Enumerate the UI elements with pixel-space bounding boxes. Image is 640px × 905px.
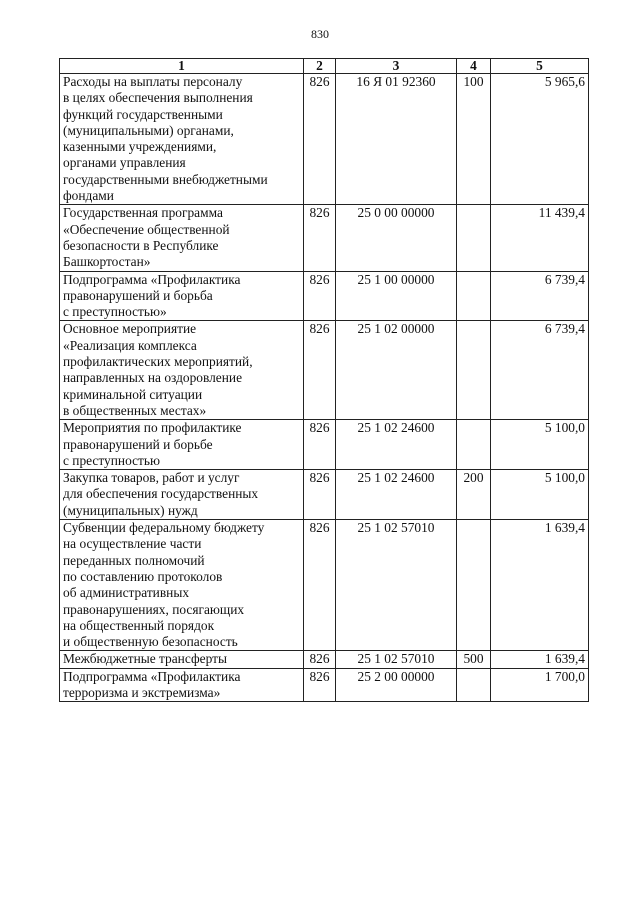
table-row <box>60 271 589 321</box>
row-name: Расходы на выплаты персоналу в целях обеспечения выполнения функций государственными (муниципальными) органами, казенными учреждениями, органами управления государственными внебюджетными фондами <box>60 74 304 205</box>
table-row <box>60 205 589 271</box>
table-row <box>60 520 589 651</box>
row-vr: 100 <box>457 74 491 205</box>
row-vr: 500 <box>457 651 491 668</box>
table-header <box>60 59 589 74</box>
row-code: 826 <box>304 74 336 205</box>
row-csr: 25 1 02 24600 <box>336 420 457 470</box>
row-csr: 25 1 00 00000 <box>336 271 457 321</box>
budget-table <box>59 58 589 702</box>
row-name: Государственная программа «Обеспечение общественной безопасности в Республике Башкортостан» <box>60 205 304 271</box>
row-vr <box>457 205 491 271</box>
row-code: 826 <box>304 668 336 702</box>
row-name: Закупка товаров, работ и услуг для обеспечения государственных (муниципальных) нужд <box>60 470 304 520</box>
row-code: 826 <box>304 520 336 651</box>
table-row <box>60 668 589 702</box>
row-name: Основное мероприятие «Реализация комплекса профилактических мероприятий, направленных на оздоровление криминальной ситуации в общественных местах» <box>60 321 304 420</box>
row-sum: 5 965,6 <box>491 74 589 205</box>
row-csr: 25 2 00 00000 <box>336 668 457 702</box>
row-sum: 5 100,0 <box>491 470 589 520</box>
header-col-5: 5 <box>491 59 589 74</box>
row-csr: 25 1 02 24600 <box>336 470 457 520</box>
row-csr: 25 0 00 00000 <box>336 205 457 271</box>
row-csr: 25 1 02 57010 <box>336 520 457 651</box>
row-csr: 25 1 02 57010 <box>336 651 457 668</box>
row-vr <box>457 321 491 420</box>
row-vr <box>457 520 491 651</box>
row-csr: 16 Я 01 92360 <box>336 74 457 205</box>
row-vr <box>457 420 491 470</box>
row-code: 826 <box>304 321 336 420</box>
row-name: Межбюджетные трансферты <box>60 651 304 668</box>
row-sum: 1 700,0 <box>491 668 589 702</box>
header-col-2: 2 <box>304 59 336 74</box>
header-col-1: 1 <box>60 59 304 74</box>
row-name: Подпрограмма «Профилактика терроризма и экстремизма» <box>60 668 304 702</box>
row-name: Субвенции федеральному бюджету на осуществление части переданных полномочий по составлению протоколов об административных правонарушениях, посягающих на общественный порядок и общественную безопасность <box>60 520 304 651</box>
table-row <box>60 74 589 205</box>
table-row <box>60 321 589 420</box>
row-code: 826 <box>304 651 336 668</box>
row-sum: 6 739,4 <box>491 321 589 420</box>
table-row <box>60 420 589 470</box>
row-vr: 200 <box>457 470 491 520</box>
row-sum: 5 100,0 <box>491 420 589 470</box>
row-vr <box>457 271 491 321</box>
row-sum: 1 639,4 <box>491 520 589 651</box>
table-row <box>60 470 589 520</box>
header-col-3: 3 <box>336 59 457 74</box>
row-code: 826 <box>304 470 336 520</box>
row-sum: 6 739,4 <box>491 271 589 321</box>
header-col-4: 4 <box>457 59 491 74</box>
table-row <box>60 651 589 668</box>
table-body <box>60 74 589 702</box>
row-sum: 1 639,4 <box>491 651 589 668</box>
row-code: 826 <box>304 420 336 470</box>
row-sum: 11 439,4 <box>491 205 589 271</box>
page-number: 830 <box>311 27 329 41</box>
row-code: 826 <box>304 271 336 321</box>
header-row <box>60 59 589 74</box>
row-name: Мероприятия по профилактике правонарушений и борьбе с преступностью <box>60 420 304 470</box>
row-vr <box>457 668 491 702</box>
row-name: Подпрограмма «Профилактика правонарушений и борьба с преступностью» <box>60 271 304 321</box>
row-csr: 25 1 02 00000 <box>336 321 457 420</box>
row-code: 826 <box>304 205 336 271</box>
